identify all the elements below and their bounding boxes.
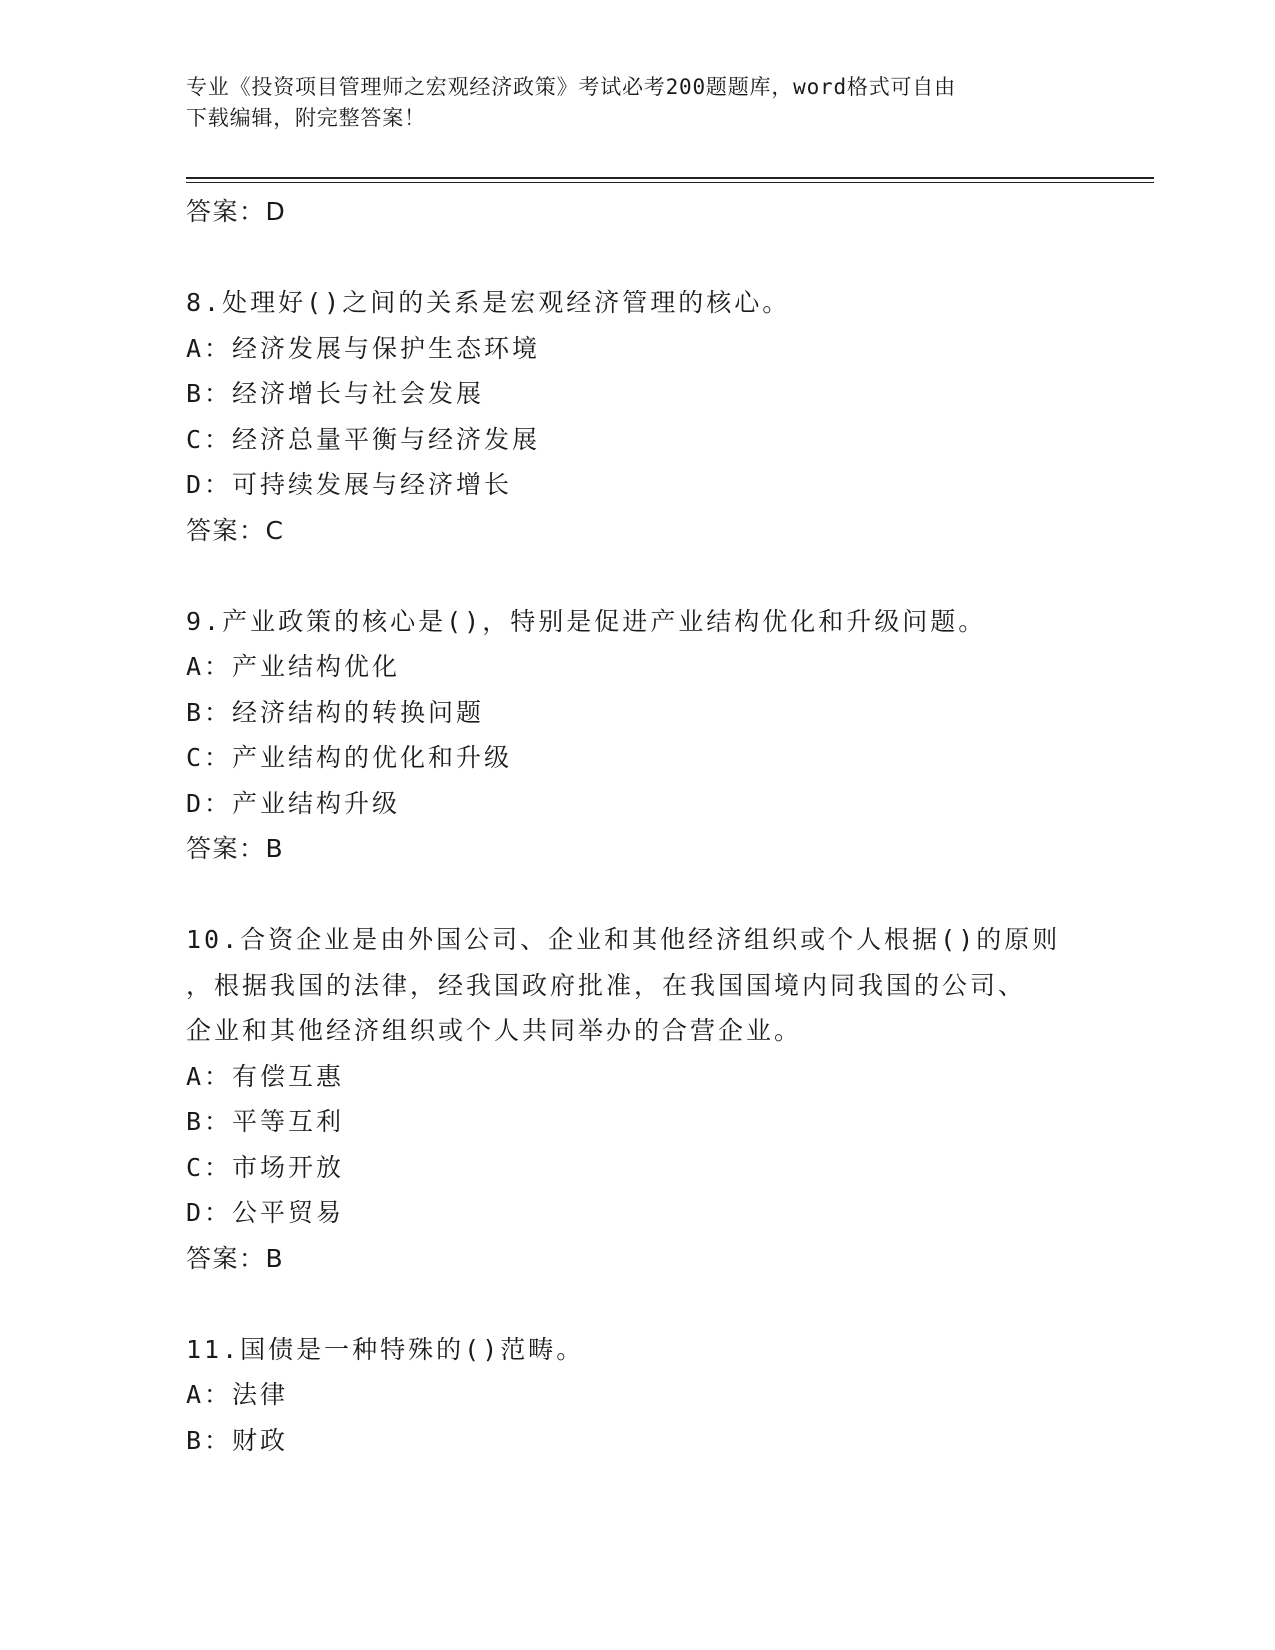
option-a: A：经济发展与保护生态环境 (186, 333, 541, 363)
answer: 答案：B (186, 1243, 285, 1273)
question-list (186, 189, 1106, 1463)
option-b: B：经济增长与社会发展 (186, 379, 485, 408)
option-a: A：产业结构优化 (186, 652, 401, 681)
question-9 (186, 599, 1106, 872)
question-stem-line-1: 10.合资企业是由外国公司、企业和其他经济组织或个人根据()的原则 (186, 925, 1061, 954)
option-b: B：财政 (186, 1425, 289, 1455)
header-line-1: 专业《投资项目管理师之宏观经济政策》考试必考200题题库，word格式可自由 (186, 75, 956, 99)
answer: 答案：B (186, 834, 285, 863)
header-line-2: 下载编辑，附完整答案！ (186, 106, 426, 130)
answer: 答案：C (186, 515, 285, 545)
question-stem-line-3: 企业和其他经济组织或个人共同举办的合营企业。 (186, 1016, 803, 1045)
option-c: C：产业结构的优化和升级 (186, 743, 513, 772)
option-d: D：可持续发展与经济增长 (186, 470, 513, 499)
option-b: B：经济结构的转换问题 (186, 697, 485, 727)
option-a: A：有偿互惠 (186, 1061, 345, 1091)
spacer (186, 235, 1106, 281)
question-stem: 9.产业政策的核心是()，特别是促进产业结构优化和升级问题。 (186, 606, 987, 636)
option-a: A：法律 (186, 1380, 289, 1409)
option-d: D：公平贸易 (186, 1198, 345, 1227)
option-d: D：产业结构升级 (186, 788, 401, 818)
previous-answer: 答案：D (186, 197, 287, 226)
spacer (186, 872, 1106, 918)
header-divider-thin (186, 182, 1154, 183)
option-c: C：经济总量平衡与经济发展 (186, 424, 541, 454)
option-b: B：平等互利 (186, 1107, 345, 1136)
header-divider (186, 177, 1154, 179)
spacer (186, 553, 1106, 599)
question-stem: 11.国债是一种特殊的()范畴。 (186, 1334, 585, 1364)
question-stem-line-2: ，根据我国的法律，经我国政府批准，在我国国境内同我国的公司、 (186, 970, 1027, 1000)
question-10 (186, 917, 1106, 1281)
question-11 (186, 1327, 1106, 1464)
question-8 (186, 280, 1106, 553)
option-c: C：市场开放 (186, 1152, 345, 1182)
spacer (186, 1281, 1106, 1327)
document-header (186, 72, 1066, 134)
question-stem: 8.处理好()之间的关系是宏观经济管理的核心。 (186, 288, 791, 317)
